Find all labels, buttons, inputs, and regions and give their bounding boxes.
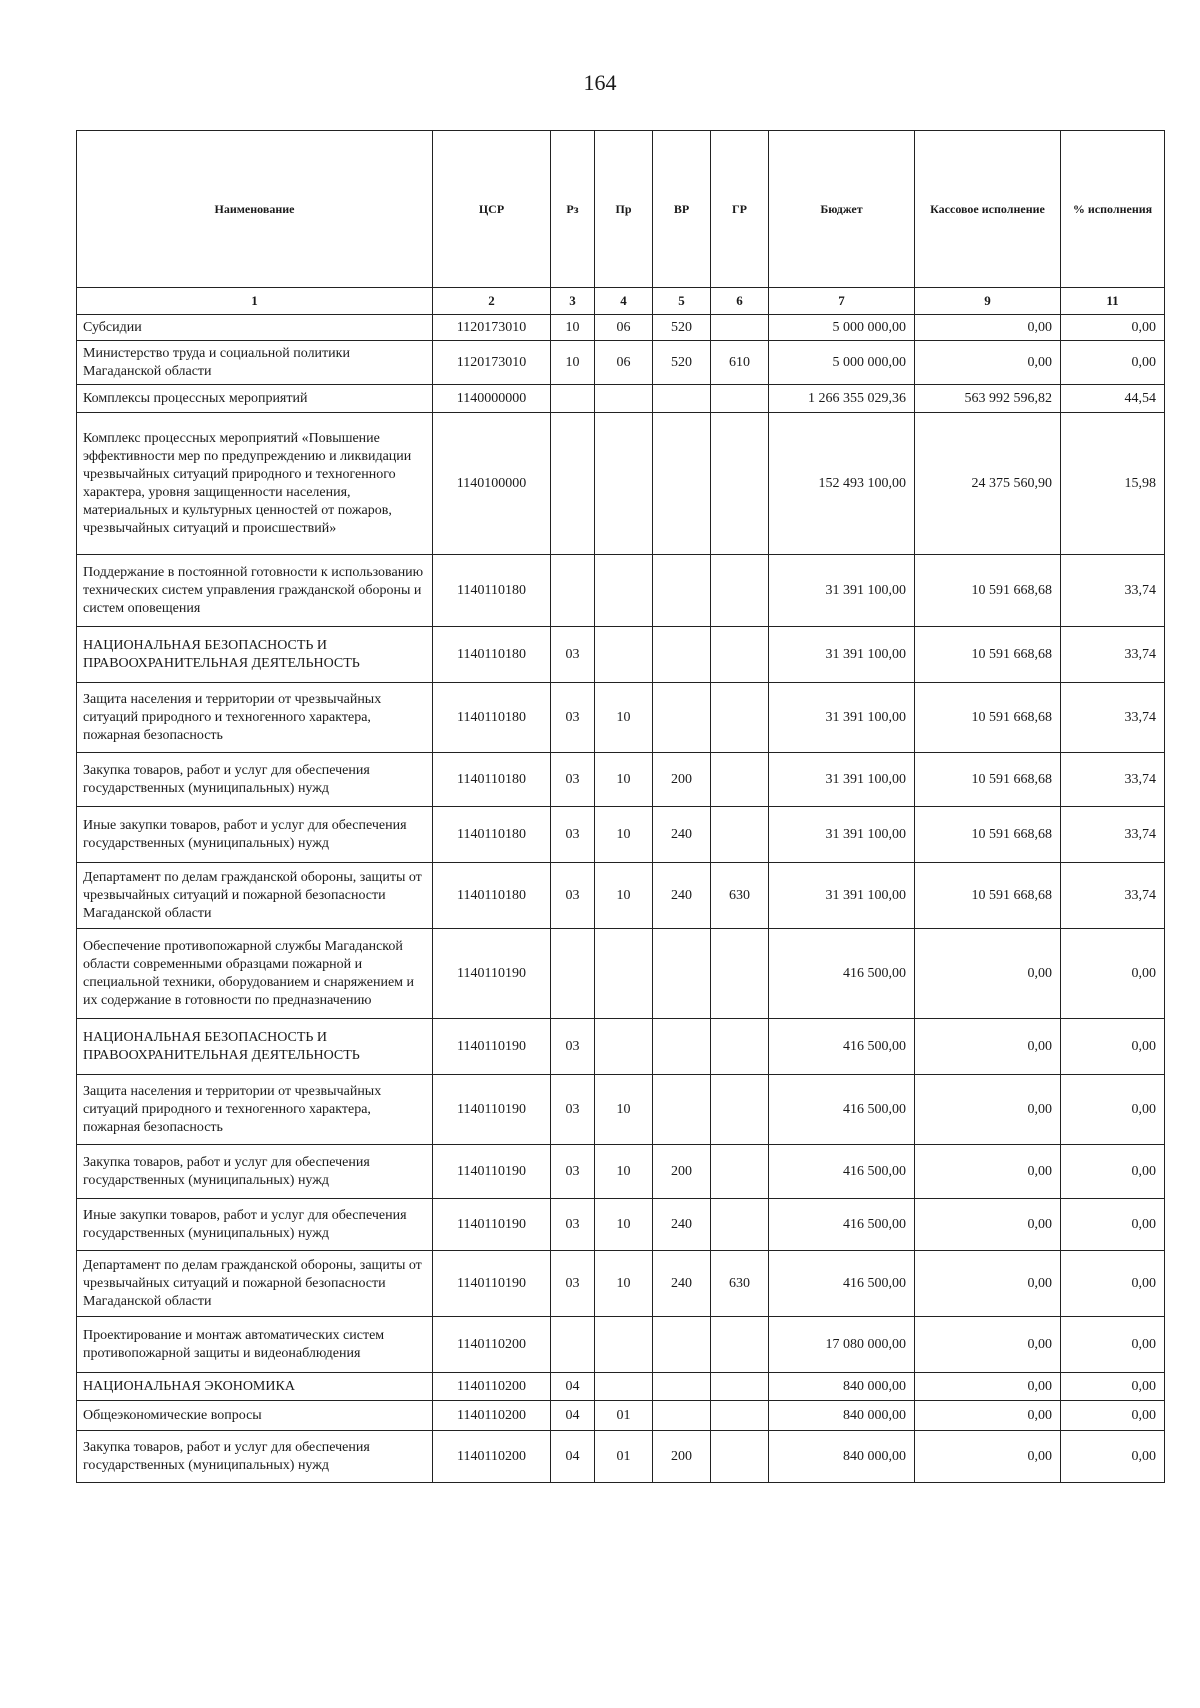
table-row — [77, 807, 1165, 863]
cell-pr: 10 — [595, 1145, 653, 1199]
cell-gr — [711, 807, 769, 863]
cell-csr: 1140110200 — [433, 1431, 551, 1483]
table-row — [77, 1317, 1165, 1373]
cell-vr — [653, 413, 711, 555]
cell-cash-execution: 0,00 — [915, 1251, 1061, 1317]
cell-csr: 1120173010 — [433, 315, 551, 341]
cell-csr: 1140110190 — [433, 929, 551, 1019]
cell-csr: 1140110180 — [433, 863, 551, 929]
cell-vr — [653, 683, 711, 753]
table-row — [77, 555, 1165, 627]
cell-cash-execution: 0,00 — [915, 1317, 1061, 1373]
header-rz: Рз — [551, 131, 595, 288]
cell-gr — [711, 413, 769, 555]
cell-cash-execution: 0,00 — [915, 1373, 1061, 1401]
cell-execution-percent: 15,98 — [1061, 413, 1165, 555]
cell-vr — [653, 1317, 711, 1373]
cell-csr: 1140110180 — [433, 807, 551, 863]
cell-budget: 5 000 000,00 — [769, 341, 915, 385]
cell-cash-execution: 10 591 668,68 — [915, 807, 1061, 863]
cell-rz: 03 — [551, 1199, 595, 1251]
cell-csr: 1140110190 — [433, 1199, 551, 1251]
cell-csr: 1140110180 — [433, 555, 551, 627]
cell-budget: 416 500,00 — [769, 1145, 915, 1199]
cell-vr — [653, 1019, 711, 1075]
cell-rz: 03 — [551, 1145, 595, 1199]
cell-vr — [653, 555, 711, 627]
header-cash-execution: Кассовое исполнение — [915, 131, 1061, 288]
header-gr: ГР — [711, 131, 769, 288]
cell-pr: 10 — [595, 863, 653, 929]
cell-rz: 03 — [551, 627, 595, 683]
cell-rz: 03 — [551, 807, 595, 863]
cell-csr: 1120173010 — [433, 341, 551, 385]
cell-rz — [551, 555, 595, 627]
cell-budget: 31 391 100,00 — [769, 683, 915, 753]
table-row — [77, 1251, 1165, 1317]
header-name: Наименование — [77, 131, 433, 288]
cell-name: Общеэкономические вопросы — [77, 1401, 433, 1431]
cell-gr — [711, 1145, 769, 1199]
cell-pr: 06 — [595, 315, 653, 341]
header-execution-percent: % исполнения — [1061, 131, 1165, 288]
cell-budget: 840 000,00 — [769, 1431, 915, 1483]
cell-budget: 31 391 100,00 — [769, 807, 915, 863]
cell-budget: 416 500,00 — [769, 929, 915, 1019]
table-row — [77, 863, 1165, 929]
cell-rz — [551, 1317, 595, 1373]
cell-cash-execution: 10 591 668,68 — [915, 627, 1061, 683]
column-number: 2 — [433, 288, 551, 315]
cell-execution-percent: 0,00 — [1061, 929, 1165, 1019]
cell-name: Иные закупки товаров, работ и услуг для обеспечения государственных (муниципальных) нужд — [77, 1199, 433, 1251]
cell-cash-execution: 563 992 596,82 — [915, 385, 1061, 413]
cell-execution-percent: 0,00 — [1061, 1199, 1165, 1251]
cell-execution-percent: 0,00 — [1061, 1401, 1165, 1431]
cell-csr: 1140110190 — [433, 1019, 551, 1075]
cell-cash-execution: 10 591 668,68 — [915, 683, 1061, 753]
cell-gr: 630 — [711, 863, 769, 929]
cell-execution-percent: 33,74 — [1061, 555, 1165, 627]
table-row — [77, 753, 1165, 807]
table-row — [77, 413, 1165, 555]
cell-pr — [595, 385, 653, 413]
table-row — [77, 315, 1165, 341]
cell-gr — [711, 385, 769, 413]
cell-gr — [711, 315, 769, 341]
cell-execution-percent: 0,00 — [1061, 1431, 1165, 1483]
cell-csr: 1140110190 — [433, 1251, 551, 1317]
table-row — [77, 385, 1165, 413]
cell-rz: 03 — [551, 1075, 595, 1145]
cell-execution-percent: 0,00 — [1061, 341, 1165, 385]
cell-name: Министерство труда и социальной политики Магаданской области — [77, 341, 433, 385]
cell-execution-percent: 0,00 — [1061, 1075, 1165, 1145]
cell-vr: 240 — [653, 1251, 711, 1317]
cell-rz — [551, 413, 595, 555]
cell-cash-execution: 10 591 668,68 — [915, 555, 1061, 627]
cell-cash-execution: 0,00 — [915, 1199, 1061, 1251]
cell-gr — [711, 1317, 769, 1373]
cell-gr: 630 — [711, 1251, 769, 1317]
cell-budget: 31 391 100,00 — [769, 555, 915, 627]
cell-gr — [711, 1373, 769, 1401]
cell-rz: 10 — [551, 315, 595, 341]
cell-name: Субсидии — [77, 315, 433, 341]
cell-gr — [711, 683, 769, 753]
cell-execution-percent: 33,74 — [1061, 683, 1165, 753]
cell-execution-percent: 33,74 — [1061, 807, 1165, 863]
cell-budget: 31 391 100,00 — [769, 753, 915, 807]
cell-budget: 1 266 355 029,36 — [769, 385, 915, 413]
budget-execution-table — [76, 130, 1165, 1483]
cell-csr: 1140110200 — [433, 1317, 551, 1373]
cell-pr: 10 — [595, 1075, 653, 1145]
column-number: 11 — [1061, 288, 1165, 315]
cell-execution-percent: 0,00 — [1061, 1145, 1165, 1199]
cell-cash-execution: 0,00 — [915, 1075, 1061, 1145]
cell-vr — [653, 1401, 711, 1431]
cell-vr: 240 — [653, 863, 711, 929]
column-number: 9 — [915, 288, 1061, 315]
cell-name: НАЦИОНАЛЬНАЯ ЭКОНОМИКА — [77, 1373, 433, 1401]
cell-rz: 04 — [551, 1373, 595, 1401]
table-row — [77, 1199, 1165, 1251]
cell-budget: 416 500,00 — [769, 1019, 915, 1075]
cell-vr: 200 — [653, 1431, 711, 1483]
cell-gr — [711, 555, 769, 627]
cell-vr: 240 — [653, 1199, 711, 1251]
cell-pr: 10 — [595, 683, 653, 753]
table-row — [77, 627, 1165, 683]
cell-execution-percent: 0,00 — [1061, 1019, 1165, 1075]
cell-gr: 610 — [711, 341, 769, 385]
cell-budget: 31 391 100,00 — [769, 627, 915, 683]
cell-budget: 840 000,00 — [769, 1401, 915, 1431]
cell-name: Закупка товаров, работ и услуг для обеспечения государственных (муниципальных) нужд — [77, 1145, 433, 1199]
table-row — [77, 929, 1165, 1019]
cell-name: НАЦИОНАЛЬНАЯ БЕЗОПАСНОСТЬ И ПРАВООХРАНИТЕЛЬНАЯ ДЕЯТЕЛЬНОСТЬ — [77, 627, 433, 683]
column-number-row — [77, 288, 1165, 315]
cell-vr: 520 — [653, 341, 711, 385]
cell-pr: 10 — [595, 753, 653, 807]
header-csr: ЦСР — [433, 131, 551, 288]
cell-csr: 1140110200 — [433, 1401, 551, 1431]
column-number: 5 — [653, 288, 711, 315]
cell-pr: 10 — [595, 1199, 653, 1251]
header-row — [77, 131, 1165, 288]
header-pr: Пр — [595, 131, 653, 288]
cell-cash-execution: 0,00 — [915, 341, 1061, 385]
cell-name: Комплекс процессных мероприятий «Повышение эффективности мер по предупреждению и ликвидации чрезвычайных ситуаций природного и техногенного характера, уровня защищенности населения, материальных и культурных ценностей от пожаров, чрезвычайных ситуаций и происшествий» — [77, 413, 433, 555]
cell-budget: 17 080 000,00 — [769, 1317, 915, 1373]
cell-cash-execution: 0,00 — [915, 929, 1061, 1019]
cell-execution-percent: 33,74 — [1061, 863, 1165, 929]
cell-budget: 416 500,00 — [769, 1251, 915, 1317]
cell-rz — [551, 929, 595, 1019]
cell-pr — [595, 1317, 653, 1373]
cell-budget: 840 000,00 — [769, 1373, 915, 1401]
cell-rz: 03 — [551, 1019, 595, 1075]
cell-name: НАЦИОНАЛЬНАЯ БЕЗОПАСНОСТЬ И ПРАВООХРАНИТЕЛЬНАЯ ДЕЯТЕЛЬНОСТЬ — [77, 1019, 433, 1075]
cell-execution-percent: 0,00 — [1061, 1251, 1165, 1317]
cell-name: Защита населения и территории от чрезвычайных ситуаций природного и техногенного характера, пожарная безопасность — [77, 683, 433, 753]
cell-pr — [595, 627, 653, 683]
cell-gr — [711, 627, 769, 683]
cell-cash-execution: 0,00 — [915, 1401, 1061, 1431]
cell-pr: 01 — [595, 1431, 653, 1483]
cell-rz: 04 — [551, 1431, 595, 1483]
cell-execution-percent: 33,74 — [1061, 753, 1165, 807]
cell-gr — [711, 1075, 769, 1145]
column-number: 4 — [595, 288, 653, 315]
cell-budget: 416 500,00 — [769, 1075, 915, 1145]
cell-cash-execution: 10 591 668,68 — [915, 753, 1061, 807]
cell-pr: 06 — [595, 341, 653, 385]
table-row — [77, 1401, 1165, 1431]
cell-rz — [551, 385, 595, 413]
cell-pr — [595, 929, 653, 1019]
cell-cash-execution: 0,00 — [915, 1431, 1061, 1483]
table-row — [77, 1373, 1165, 1401]
cell-csr: 1140110180 — [433, 627, 551, 683]
cell-budget: 5 000 000,00 — [769, 315, 915, 341]
cell-gr — [711, 1401, 769, 1431]
cell-vr: 200 — [653, 1145, 711, 1199]
cell-pr — [595, 555, 653, 627]
cell-csr: 1140110180 — [433, 753, 551, 807]
column-number: 7 — [769, 288, 915, 315]
cell-name: Поддержание в постоянной готовности к использованию технических систем управления гражданской обороны и систем оповещения — [77, 555, 433, 627]
cell-gr — [711, 753, 769, 807]
table-row — [77, 1075, 1165, 1145]
cell-vr — [653, 1373, 711, 1401]
table-row — [77, 1431, 1165, 1483]
table-row — [77, 341, 1165, 385]
page-number: 164 — [583, 70, 617, 95]
cell-budget: 416 500,00 — [769, 1199, 915, 1251]
cell-gr — [711, 1431, 769, 1483]
cell-name: Комплексы процессных мероприятий — [77, 385, 433, 413]
cell-execution-percent: 33,74 — [1061, 627, 1165, 683]
cell-vr: 200 — [653, 753, 711, 807]
table-row — [77, 1019, 1165, 1075]
cell-vr — [653, 385, 711, 413]
cell-rz: 10 — [551, 341, 595, 385]
cell-csr: 1140110190 — [433, 1075, 551, 1145]
cell-pr — [595, 1373, 653, 1401]
cell-vr: 520 — [653, 315, 711, 341]
table-row — [77, 1145, 1165, 1199]
cell-cash-execution: 0,00 — [915, 315, 1061, 341]
cell-rz: 03 — [551, 753, 595, 807]
cell-pr — [595, 413, 653, 555]
cell-gr — [711, 1199, 769, 1251]
cell-csr: 1140110200 — [433, 1373, 551, 1401]
column-number: 1 — [77, 288, 433, 315]
cell-name: Обеспечение противопожарной службы Магаданской области современными образцами пожарной и специальной техники, оборудованием и снаряжением и их содержание в готовности по предназначению — [77, 929, 433, 1019]
cell-cash-execution: 0,00 — [915, 1019, 1061, 1075]
cell-execution-percent: 0,00 — [1061, 315, 1165, 341]
column-number: 6 — [711, 288, 769, 315]
cell-vr: 240 — [653, 807, 711, 863]
cell-name: Закупка товаров, работ и услуг для обеспечения государственных (муниципальных) нужд — [77, 1431, 433, 1483]
cell-pr — [595, 1019, 653, 1075]
cell-cash-execution: 10 591 668,68 — [915, 863, 1061, 929]
table-row — [77, 683, 1165, 753]
cell-csr: 1140110190 — [433, 1145, 551, 1199]
cell-pr: 01 — [595, 1401, 653, 1431]
header-vr: ВР — [653, 131, 711, 288]
cell-execution-percent: 0,00 — [1061, 1373, 1165, 1401]
cell-gr — [711, 1019, 769, 1075]
cell-name: Департамент по делам гражданской обороны, защиты от чрезвычайных ситуаций и пожарной безопасности Магаданской области — [77, 1251, 433, 1317]
cell-gr — [711, 929, 769, 1019]
cell-rz: 03 — [551, 683, 595, 753]
cell-pr: 10 — [595, 1251, 653, 1317]
cell-csr: 1140110180 — [433, 683, 551, 753]
cell-budget: 152 493 100,00 — [769, 413, 915, 555]
cell-rz: 04 — [551, 1401, 595, 1431]
cell-csr: 1140000000 — [433, 385, 551, 413]
cell-budget: 31 391 100,00 — [769, 863, 915, 929]
cell-name: Департамент по делам гражданской обороны, защиты от чрезвычайных ситуаций и пожарной безопасности Магаданской области — [77, 863, 433, 929]
cell-vr — [653, 1075, 711, 1145]
cell-execution-percent: 0,00 — [1061, 1317, 1165, 1373]
cell-cash-execution: 0,00 — [915, 1145, 1061, 1199]
cell-vr — [653, 929, 711, 1019]
cell-rz: 03 — [551, 1251, 595, 1317]
cell-csr: 1140100000 — [433, 413, 551, 555]
cell-rz: 03 — [551, 863, 595, 929]
cell-name: Иные закупки товаров, работ и услуг для обеспечения государственных (муниципальных) нужд — [77, 807, 433, 863]
column-number: 3 — [551, 288, 595, 315]
cell-name: Защита населения и территории от чрезвычайных ситуаций природного и техногенного характера, пожарная безопасность — [77, 1075, 433, 1145]
cell-pr: 10 — [595, 807, 653, 863]
header-budget: Бюджет — [769, 131, 915, 288]
cell-cash-execution: 24 375 560,90 — [915, 413, 1061, 555]
cell-execution-percent: 44,54 — [1061, 385, 1165, 413]
cell-vr — [653, 627, 711, 683]
cell-name: Проектирование и монтаж автоматических систем противопожарной защиты и видеонаблюдения — [77, 1317, 433, 1373]
cell-name: Закупка товаров, работ и услуг для обеспечения государственных (муниципальных) нужд — [77, 753, 433, 807]
